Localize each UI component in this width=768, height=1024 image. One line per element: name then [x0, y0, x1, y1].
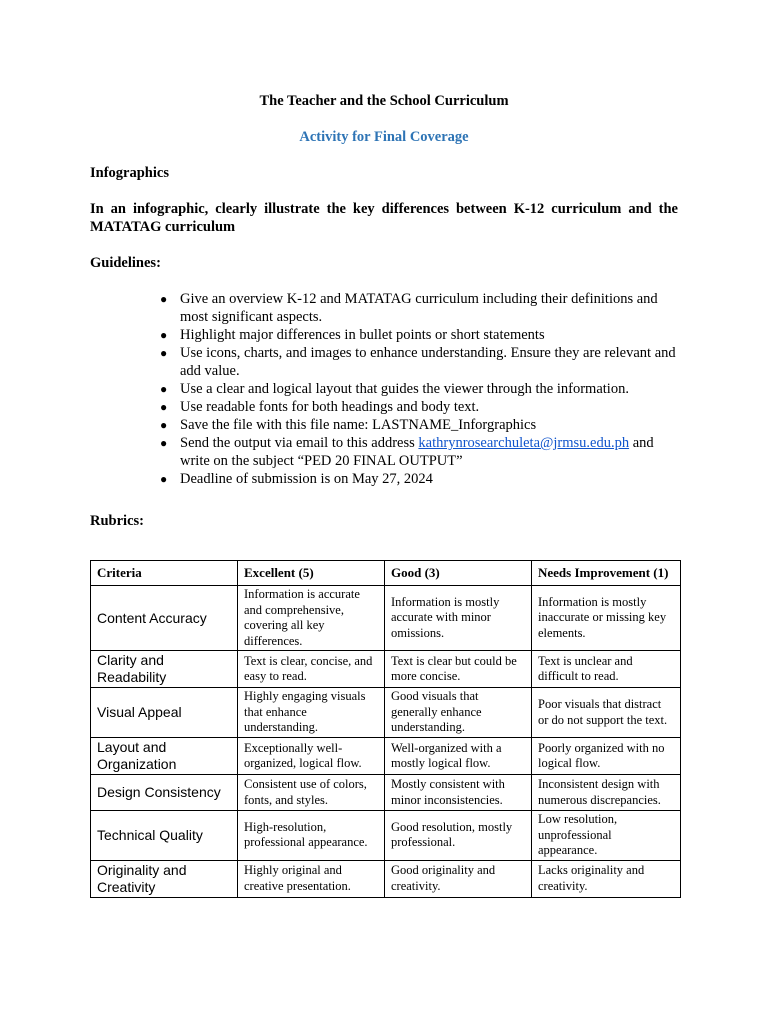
- criterion-cell: Technical Quality: [91, 811, 238, 861]
- document-subtitle: Activity for Final Coverage: [299, 129, 469, 145]
- header-good: Good (3): [385, 561, 532, 586]
- needs-improvement-cell: Lacks originality and creativity.: [532, 860, 681, 897]
- good-cell: Good visuals that generally enhance understanding.: [385, 688, 532, 738]
- excellent-cell: Consistent use of colors, fonts, and styles.: [238, 775, 385, 811]
- criterion-cell: Content Accuracy: [91, 586, 238, 651]
- needs-improvement-cell: Poorly organized with no logical flow.: [532, 738, 681, 775]
- criterion-cell: Visual Appeal: [91, 688, 238, 738]
- excellent-cell: Information is accurate and comprehensive, covering all key differences.: [238, 586, 385, 651]
- table-row: [91, 860, 681, 897]
- criterion-cell: Design Consistency: [91, 775, 238, 811]
- excellent-cell: Highly engaging visuals that enhance understanding.: [238, 688, 385, 738]
- bullet-icon: ●: [160, 400, 168, 414]
- needs-improvement-cell: Poor visuals that distract or do not support the text.: [532, 688, 681, 738]
- bullet-icon: ●: [160, 328, 168, 342]
- bullet-icon: ●: [160, 292, 168, 306]
- guidelines-list: [160, 290, 685, 488]
- bullet-icon: ●: [160, 382, 168, 396]
- needs-improvement-cell: Low resolution, unprofessional appearance.: [532, 811, 681, 861]
- criterion-cell: Layout and Organization: [91, 738, 238, 775]
- guideline-item: ● Use a clear and logical layout that guides the viewer through the information.: [160, 381, 629, 397]
- good-cell: Good resolution, mostly professional.: [385, 811, 532, 861]
- criterion-cell: Clarity and Readability: [91, 651, 238, 688]
- activity-prompt: In an infographic, clearly illustrate the key differences between K-12 curriculum and the MATATAG curriculum: [90, 201, 678, 235]
- infographics-heading: Infographics: [90, 165, 169, 181]
- excellent-cell: Highly original and creative presentation.: [238, 860, 385, 897]
- good-cell: Well-organized with a mostly logical flow.: [385, 738, 532, 775]
- table-row: [91, 688, 681, 738]
- excellent-cell: Exceptionally well-organized, logical flow.: [238, 738, 385, 775]
- header-excellent: Excellent (5): [238, 561, 385, 586]
- excellent-cell: Text is clear, concise, and easy to read.: [238, 651, 385, 688]
- guideline-item: ● Deadline of submission is on May 27, 2024: [160, 471, 433, 487]
- guideline-item: ● Use readable fonts for both headings and body text.: [160, 399, 480, 415]
- email-link[interactable]: kathrynrosearchuleta@jrmsu.edu.ph: [418, 435, 630, 451]
- needs-improvement-cell: Inconsistent design with numerous discrepancies.: [532, 775, 681, 811]
- good-cell: Information is mostly accurate with minor omissions.: [385, 586, 532, 651]
- bullet-icon: ●: [160, 418, 168, 432]
- header-needs-improvement: Needs Improvement (1): [532, 561, 681, 586]
- guideline-item: ● Save the file with this file name: LASTNAME_Inforgraphics: [160, 417, 537, 433]
- rubrics-heading: Rubrics:: [90, 513, 144, 529]
- table-row: [91, 586, 681, 651]
- document-title: The Teacher and the School Curriculum: [259, 93, 509, 109]
- table-row: [91, 811, 681, 861]
- bullet-icon: ●: [160, 346, 168, 360]
- guidelines-heading: Guidelines:: [90, 255, 161, 271]
- table-row: [91, 651, 681, 688]
- needs-improvement-cell: Text is unclear and difficult to read.: [532, 651, 681, 688]
- good-cell: Good originality and creativity.: [385, 860, 532, 897]
- excellent-cell: High-resolution, professional appearance.: [238, 811, 385, 861]
- table-row: [91, 775, 681, 811]
- good-cell: Text is clear but could be more concise.: [385, 651, 532, 688]
- header-criteria: Criteria: [91, 561, 238, 586]
- rubric-header-row: [91, 561, 681, 586]
- rubric-table: [90, 560, 681, 898]
- bullet-icon: ●: [160, 472, 168, 486]
- good-cell: Mostly consistent with minor inconsistencies.: [385, 775, 532, 811]
- guideline-item-email: ● Send the output via email to this address kathrynrosearchuleta@jrmsu.edu.ph and write on the subject “PED 20 FINAL OUTPUT”: [160, 435, 654, 469]
- guideline-item: ● Highlight major differences in bullet points or short statements: [160, 327, 545, 343]
- guideline-item: ● Give an overview K-12 and MATATAG curriculum including their definitions and most significant aspects.: [160, 291, 658, 325]
- guideline-item: ● Use icons, charts, and images to enhance understanding. Ensure they are relevant and add value.: [160, 345, 676, 379]
- criterion-cell: Originality and Creativity: [91, 860, 238, 897]
- table-row: [91, 738, 681, 775]
- needs-improvement-cell: Information is mostly inaccurate or missing key elements.: [532, 586, 681, 651]
- bullet-icon: ●: [160, 436, 168, 450]
